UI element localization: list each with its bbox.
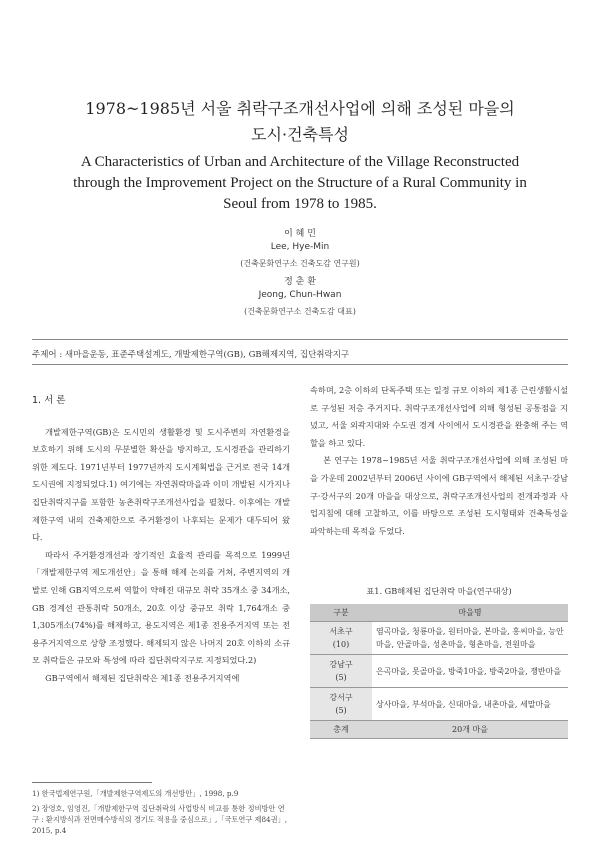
section-heading-introduction: 1. 서 론	[32, 395, 66, 406]
keywords-bottom-rule	[32, 364, 568, 365]
author-2-name-en: Jeong, Chun-Hwan	[258, 290, 342, 300]
body-paragraph: 속하며, 2층 이하의 단독주택 또는 일정 규모 이하의 제1종 근린생활시설로 구성된 저층 주거지다. 취락구조개선사업에 의해 형성된 공통점을 지녔고, 서울 외곽지대와 수도권 경계 사이에서 도시경관을 완충해 주는 역할을 하고 있다.	[310, 385, 568, 448]
body-paragraph: 따라서 주거환경개선과 장기적인 효율적 관리를 목적으로 1999년「개발제한구역 제도개선안」을 통해 해제 논의를 거쳐, 주변지역의 개발로 인해 GB지역으로써 역할이 약해진 대규모 취락 35개소 중 34개소, GB 경계선 관통취락 50개소, 20호 이상 중규모 취락 1,764개소 중 1,305개소(74%)를 해제하고, 용도지역은 제1종 전용주거지역 또는 전용주거지역으로 상향 조정했다. 해제되지 않은 나머지 20호 이하의 소규모 취락들은 규모와 특성에 따라 집단취락지구로 지정되었다.2)	[32, 549, 290, 666]
table-1	[310, 604, 568, 739]
author-1-name-ko: 이 혜 민	[284, 229, 316, 239]
table-1-caption: 표1. GB해제된 집단취락 마을(연구대상)	[366, 586, 512, 596]
author-1-name-en: Lee, Hye-Min	[270, 242, 330, 252]
table-cell-region	[310, 622, 372, 655]
keywords: 주제어 : 새마을운동, 표준주택설계도, 개발제한구역(GB), GB해제지역, 집단취락지구	[32, 350, 350, 360]
region-name: 서초구	[329, 627, 353, 636]
table-row	[310, 688, 568, 721]
author-2-affiliation: (건축문화연구소 건축도감 대표)	[244, 307, 356, 316]
table-cell-villages: 은곡마을, 못골마을, 방죽1마을, 방죽2마을, 쟁반마을	[372, 655, 568, 688]
title-english-line-1: A Characteristics of Urban and Architecture of the Village Reconstructed	[80, 154, 520, 170]
region-count: (5)	[335, 673, 347, 682]
title-korean-line-1: 1978~1985년 서울 취락구조개선사업에 의해 조성된 마을의	[85, 99, 515, 118]
table-total-label: 총계	[310, 721, 372, 739]
title-english-line-2: through the Improvement Project on the Structure of a Rural Community in	[73, 175, 527, 191]
table-row	[310, 622, 568, 655]
author-1-affiliation: (건축문화연구소 건축도감 연구원)	[240, 259, 360, 268]
table-cell-region	[310, 688, 372, 721]
title-korean-line-2: 도시·건축특성	[251, 125, 349, 144]
footnote-rule	[32, 782, 152, 783]
region-name: 강남구	[329, 660, 353, 669]
region-count: (10)	[332, 640, 350, 649]
body-paragraph: 개발제한구역(GB)은 도시민의 생활환경 및 도시주변의 자연환경을 보호하기 위해 도시의 무분별한 확산을 방지하고, 도시경관을 관리하기 위한 제도다. 1971년부터 1977년까지 도시계획법을 근거로 전국 14개 도시권에 지정되었다.1) 여기에는 자연취락마을과 이미 개발된 시가지나 집단취락지구를 포함한 농촌취락구조개선사업을 펼쳤다. 이후에는 개발제한구역 내의 건축제한으로 주거환경이 나후되는 문제가 대두되어 왔다.	[32, 426, 290, 543]
footnote-2: 2) 장영호, 임영진,「개발제한구역 집단취락의 사업방식 비교를 통한 정비방안 연구 : 환지방식과 전면매수방식의 경기도 적용을 중심으로」,「국토연구 제84권」, 2015, p.4	[32, 804, 288, 835]
footnote-1: 1) 한국법제연구원,「개발제한구역제도의 개선방안」, 1998, p.9	[32, 789, 239, 798]
title-english-line-3: Seoul from 1978 to 1985.	[223, 196, 377, 212]
table-total-value: 20개 마을	[372, 721, 568, 739]
region-count: (5)	[335, 706, 347, 715]
table-header-villages: 마을명	[372, 604, 568, 622]
region-name: 강서구	[329, 693, 353, 702]
table-cell-villages: 염곡마을, 청룡마을, 원터마을, 본마을, 홍씨마을, 능안마을, 안골마을, 성촌마을, 형촌마을, 전원마을	[372, 622, 568, 655]
table-header-row	[310, 604, 568, 622]
right-column	[310, 382, 568, 540]
keywords-top-rule	[32, 339, 568, 340]
table-cell-villages: 상사마을, 부석마을, 신대마을, 내촌마을, 세말마을	[372, 688, 568, 721]
body-paragraph: GB구역에서 해제된 집단취락은 제1종 전용주거지역에	[45, 672, 240, 683]
table-cell-region	[310, 655, 372, 688]
table-total-row	[310, 721, 568, 739]
table-row	[310, 655, 568, 688]
body-paragraph: 본 연구는 1978~1985년 서울 취락구조개선사업에 의해 조성된 마을 가운데 2002년부터 2006년 사이에 GB구역에서 해제된 서초구·강남구·강서구의 20개 마을을 대상으로, 취락구조개선사업의 전개과정과 사업지침에 대해 고찰하고, 이를 바탕으로 조성된 도시형태와 건축특성을 파악하는데 목적을 두었다.	[310, 455, 568, 536]
author-2-name-ko: 정 춘 환	[284, 277, 316, 287]
left-column	[32, 392, 290, 688]
footnotes	[32, 788, 290, 840]
table-header-region: 구분	[310, 604, 372, 622]
